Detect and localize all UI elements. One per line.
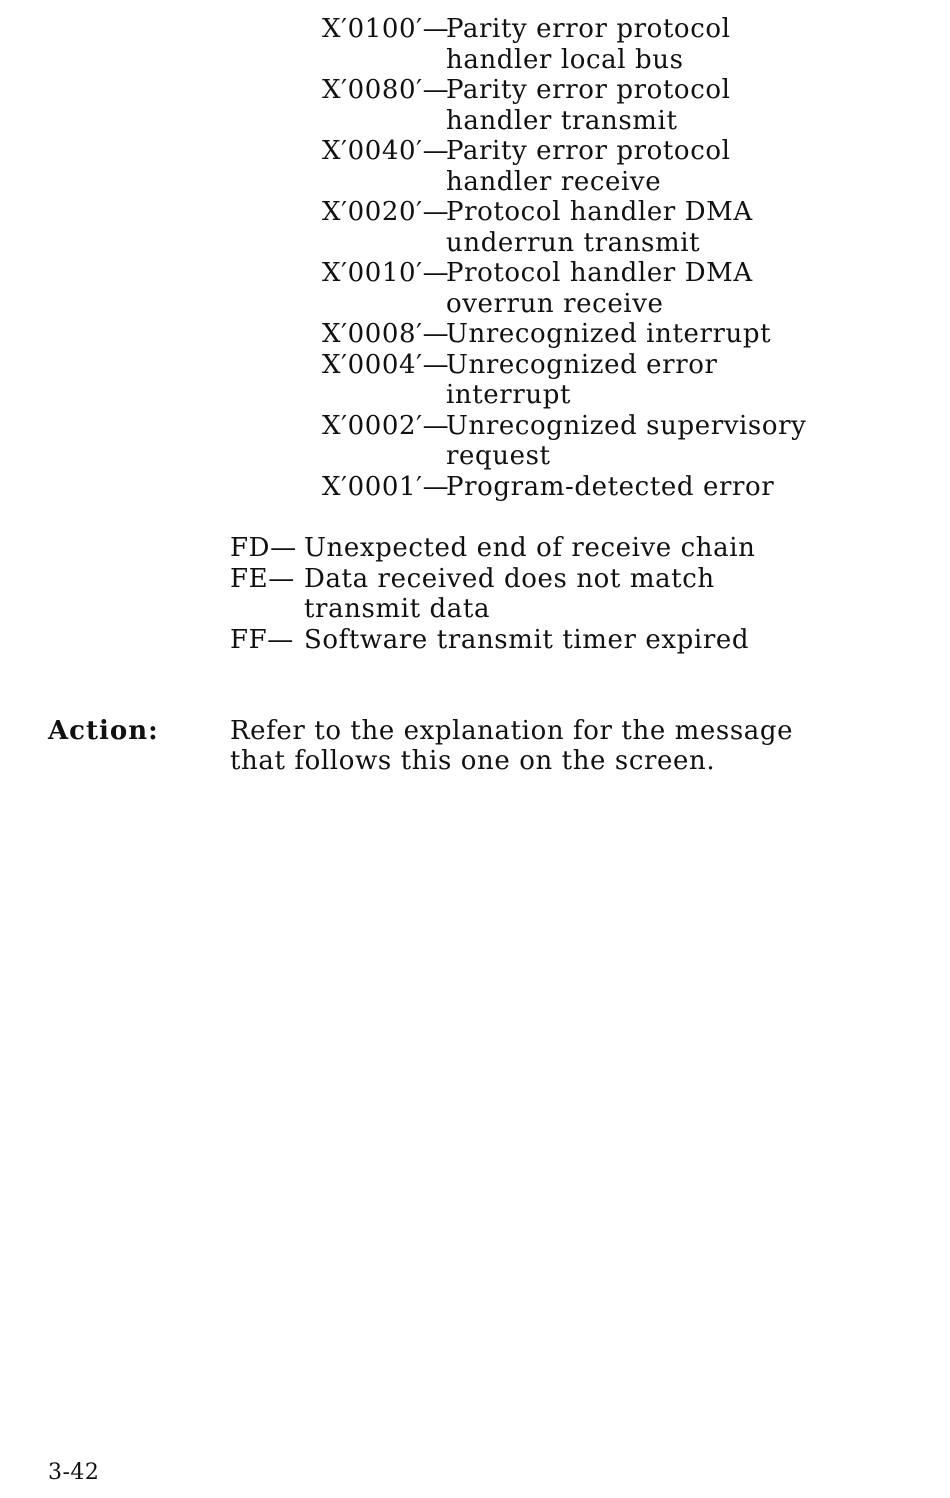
description-line: Software transmit timer expired (304, 624, 750, 655)
error-code-item (322, 258, 806, 319)
error-code-list (322, 14, 806, 502)
action-line: Refer to the explanation for the message (230, 716, 794, 746)
description-line: handler local bus (446, 44, 684, 75)
status-code-description (304, 533, 756, 564)
status-code-description (304, 564, 715, 625)
status-code: FD— (230, 533, 297, 563)
description-line: handler receive (446, 166, 662, 197)
error-code: X′0100′— (322, 14, 450, 44)
error-code-description (446, 411, 806, 472)
action-heading: Action: (48, 716, 159, 746)
status-code: FE— (230, 563, 295, 594)
error-code-item (322, 75, 806, 136)
description-line: Unrecognized error (446, 349, 718, 380)
error-code-description (446, 136, 731, 197)
error-code-description (446, 14, 731, 75)
error-code: X′0004′— (322, 349, 450, 380)
error-code-item (322, 197, 806, 258)
error-code-description (446, 472, 774, 503)
description-line: Protocol handler DMA (446, 197, 753, 227)
error-code-description (446, 258, 753, 319)
error-code: X′0002′— (322, 410, 450, 441)
status-code-item (230, 533, 756, 564)
action-line: that follows this one on the screen. (230, 746, 716, 776)
error-code: X′0080′— (322, 75, 450, 105)
status-code: FF— (230, 624, 294, 655)
description-line: Unrecognized interrupt (446, 319, 772, 349)
error-code-description (446, 75, 731, 136)
error-code: X′0010′— (322, 258, 450, 288)
error-code-item (322, 350, 806, 411)
error-code-item (322, 472, 806, 503)
description-line: handler transmit (446, 105, 678, 136)
action-text (230, 716, 793, 776)
description-line: Unrecognized supervisory (446, 410, 807, 441)
description-line: Data received does not match (304, 563, 715, 594)
description-line: request (446, 441, 551, 471)
description-line: transmit data (304, 594, 491, 624)
status-code-item (230, 625, 756, 656)
description-line: Parity error protocol (446, 75, 731, 105)
description-line: Unexpected end of receive chain (304, 533, 756, 563)
error-code: X′0008′— (322, 319, 450, 349)
description-line: Protocol handler DMA (446, 258, 753, 288)
error-code-description (446, 319, 771, 350)
page-number: 3-42 (48, 1460, 100, 1485)
error-code-item (322, 136, 806, 197)
description-line: interrupt (446, 380, 571, 410)
description-line: underrun transmit (446, 227, 701, 258)
error-code: X′0001′— (322, 471, 450, 502)
error-code-item (322, 411, 806, 472)
error-code: X′0040′— (322, 136, 450, 166)
description-line: Parity error protocol (446, 136, 731, 166)
description-line: overrun receive (446, 288, 664, 319)
status-code-description (304, 625, 749, 656)
error-code-item (322, 319, 806, 350)
description-line: Parity error protocol (446, 14, 731, 44)
error-code: X′0020′— (322, 197, 450, 227)
status-code-item (230, 564, 756, 625)
error-code-item (322, 14, 806, 75)
status-code-list (230, 533, 756, 655)
error-code-description (446, 350, 718, 411)
error-code-description (446, 197, 753, 258)
description-line: Program-detected error (446, 471, 775, 502)
